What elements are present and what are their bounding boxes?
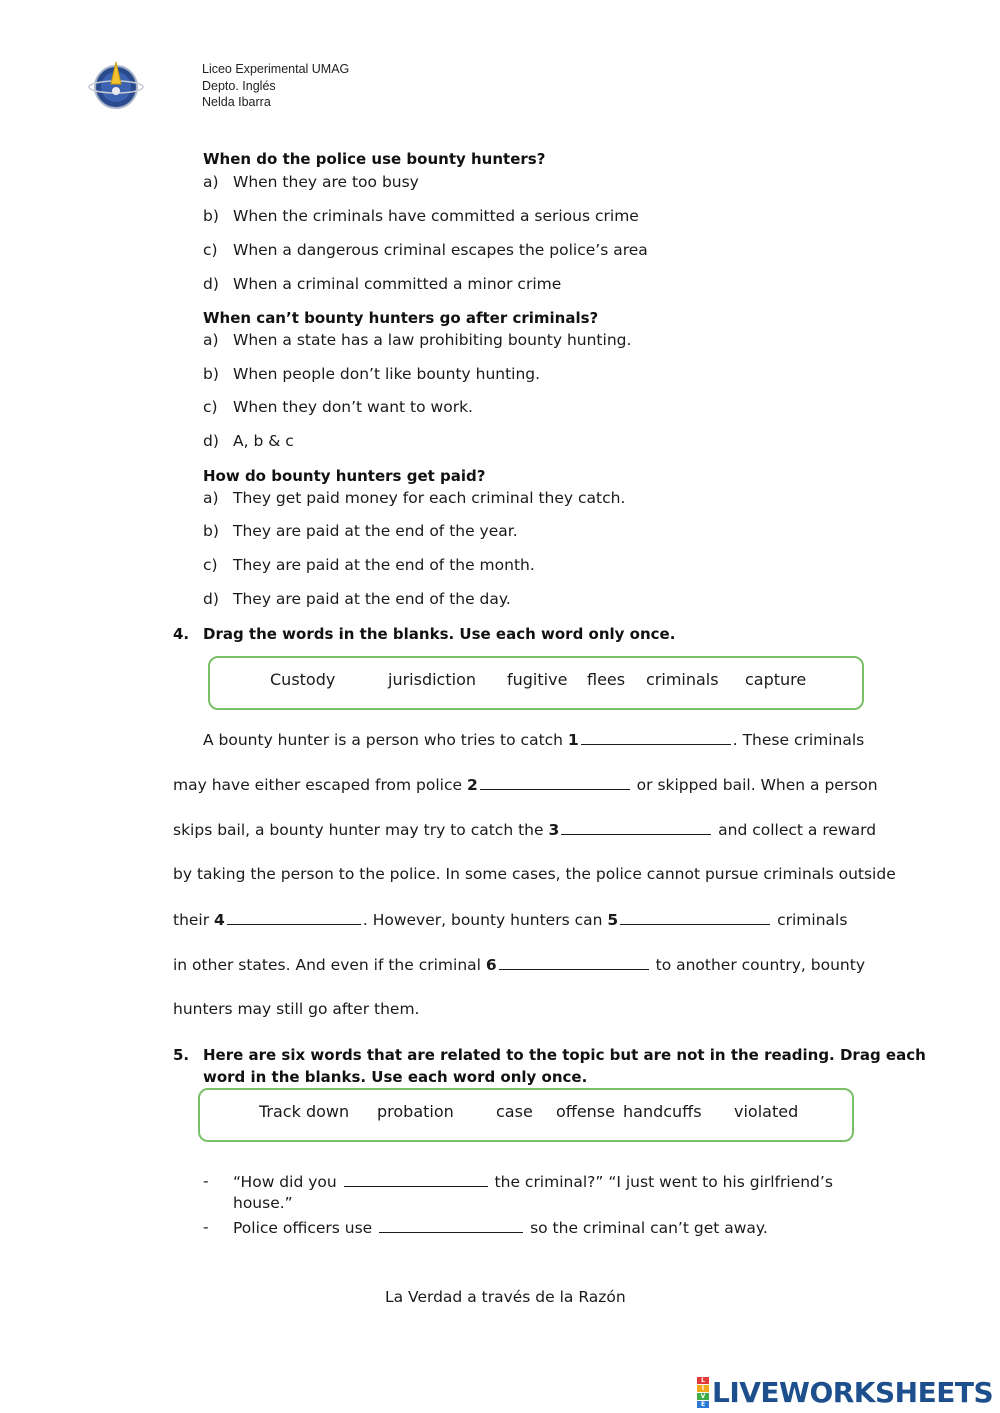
paragraph-line: by taking the person to the police. In some cases, the police cannot pursue criminals outside xyxy=(173,865,896,883)
question-3-option-a[interactable] xyxy=(203,489,625,507)
option-text: When a dangerous criminal escapes the police’s area xyxy=(233,241,648,259)
blank-number: 6 xyxy=(485,956,497,974)
paragraph-line xyxy=(173,775,878,794)
draggable-word[interactable]: handcuffs xyxy=(623,1102,702,1121)
text: and collect a reward xyxy=(713,821,877,839)
blank-2-input[interactable] xyxy=(480,775,630,790)
option-letter: a) xyxy=(203,489,219,507)
text: their xyxy=(173,911,215,929)
text: skips bail, a bounty hunter may try to catch the xyxy=(173,821,549,839)
option-letter: c) xyxy=(203,398,218,416)
logo-letter: I xyxy=(697,1385,709,1392)
blank-input[interactable] xyxy=(344,1172,488,1187)
question-1-option-a[interactable] xyxy=(203,173,419,191)
text: . These criminals xyxy=(732,731,865,749)
option-text: When a state has a law prohibiting bounty hunting. xyxy=(233,331,632,349)
blank-number: 4 xyxy=(214,911,225,929)
paragraph-line xyxy=(173,910,847,929)
logo-letter: E xyxy=(697,1401,709,1408)
question-2-title: When can’t bounty hunters go after criminals? xyxy=(203,309,599,327)
blank-6-input[interactable] xyxy=(499,955,649,970)
question-3-option-d[interactable] xyxy=(203,590,511,608)
text: “How did you xyxy=(233,1173,342,1191)
text: the criminal?” “I just went to his girlfriend’s xyxy=(489,1173,833,1191)
option-text: When they don’t want to work. xyxy=(233,398,473,416)
draggable-word[interactable]: flees xyxy=(587,670,626,689)
section-number: 5. xyxy=(173,1046,190,1064)
text: house.” xyxy=(233,1194,293,1212)
exercise-item-1 xyxy=(203,1172,843,1212)
blank-1-input[interactable] xyxy=(581,730,731,745)
blank-4-input[interactable] xyxy=(227,910,361,925)
logo-letter: V xyxy=(697,1393,709,1400)
school-logo xyxy=(88,58,144,114)
text: may have either escaped from police xyxy=(173,776,467,794)
text: so the criminal can’t get away. xyxy=(525,1219,768,1237)
option-letter: d) xyxy=(203,275,219,293)
text: or skipped bail. When a person xyxy=(631,776,878,794)
section-number: 4. xyxy=(173,625,190,643)
exercise-item-2 xyxy=(203,1218,843,1237)
word-bank-5 xyxy=(198,1088,854,1142)
option-text: They are paid at the end of the year. xyxy=(233,522,518,540)
logo-mini-grid xyxy=(697,1377,709,1408)
draggable-word[interactable]: jurisdiction xyxy=(388,670,476,689)
section-5-heading xyxy=(173,1046,926,1086)
draggable-word[interactable]: Custody xyxy=(270,670,336,689)
logo-text: LIVEWORKSHEETS xyxy=(712,1375,994,1409)
option-letter: d) xyxy=(203,590,219,608)
option-letter: a) xyxy=(203,173,219,191)
option-letter: b) xyxy=(203,207,219,225)
blank-number: 3 xyxy=(548,821,560,839)
draggable-word[interactable]: probation xyxy=(377,1102,454,1121)
option-letter: d) xyxy=(203,432,219,450)
draggable-word[interactable]: case xyxy=(496,1102,533,1121)
option-text: They are paid at the end of the month. xyxy=(233,556,535,574)
option-text: They are paid at the end of the day. xyxy=(233,590,511,608)
question-3-option-c[interactable] xyxy=(203,556,535,574)
paragraph-line xyxy=(173,820,876,839)
logo-letter: L xyxy=(697,1377,709,1384)
text: Police officers use xyxy=(233,1219,378,1237)
draggable-word[interactable]: capture xyxy=(745,670,807,689)
text: to another country, bounty xyxy=(650,956,865,974)
text: A bounty hunter is a person who tries to catch xyxy=(203,731,568,749)
question-2-option-a[interactable] xyxy=(203,331,631,349)
option-text: When people don’t like bounty hunting. xyxy=(233,365,541,383)
paragraph-line: hunters may still go after them. xyxy=(173,1000,420,1018)
bullet-dash: - xyxy=(203,1172,209,1190)
question-1-title: When do the police use bounty hunters? xyxy=(203,150,546,168)
question-1-option-b[interactable] xyxy=(203,207,639,225)
text: . However, bounty hunters can xyxy=(362,911,608,929)
option-letter: c) xyxy=(203,556,218,574)
blank-number: 1 xyxy=(567,731,579,749)
option-text: When a criminal committed a minor crime xyxy=(233,275,562,293)
option-letter: b) xyxy=(203,365,219,383)
option-text: When the criminals have committed a serious crime xyxy=(233,207,639,225)
option-text: When they are too busy xyxy=(233,173,419,191)
draggable-word[interactable]: offense xyxy=(556,1102,615,1121)
word-bank-4 xyxy=(208,656,864,710)
liveworksheets-logo xyxy=(697,1375,993,1409)
option-letter: b) xyxy=(203,522,219,540)
section-instruction: Drag the words in the blanks. Use each word only once. xyxy=(203,625,676,643)
question-3-title: How do bounty hunters get paid? xyxy=(203,467,486,485)
option-text: A, b & c xyxy=(233,432,294,450)
blank-number: 2 xyxy=(466,776,478,794)
draggable-word[interactable]: criminals xyxy=(646,670,719,689)
question-1-option-c[interactable] xyxy=(203,241,648,259)
footer-motto: La Verdad a través de la Razón xyxy=(385,1288,626,1306)
option-letter: c) xyxy=(203,241,218,259)
bullet-dash: - xyxy=(203,1218,209,1236)
section-instruction: Here are six words that are related to the topic but are not in the reading. Drag each xyxy=(203,1046,926,1064)
text: criminals xyxy=(772,911,848,929)
blank-3-input[interactable] xyxy=(561,820,711,835)
school-header xyxy=(202,61,349,111)
draggable-word[interactable]: violated xyxy=(734,1102,799,1121)
school-name: Liceo Experimental UMAG xyxy=(202,62,350,76)
section-instruction: word in the blanks. Use each word only once. xyxy=(203,1068,588,1086)
blank-input[interactable] xyxy=(379,1218,523,1233)
question-2-option-d[interactable] xyxy=(203,432,294,450)
blank-5-input[interactable] xyxy=(620,910,770,925)
option-letter: a) xyxy=(203,331,219,349)
paragraph-line xyxy=(173,955,865,974)
draggable-word[interactable]: fugitive xyxy=(507,670,568,689)
question-2-option-b[interactable] xyxy=(203,365,540,383)
section-4-heading xyxy=(173,625,675,643)
question-3-option-b[interactable] xyxy=(203,522,518,540)
blank-number: 5 xyxy=(607,911,619,929)
draggable-word[interactable]: Track down xyxy=(259,1102,350,1121)
option-text: They get paid money for each criminal they catch. xyxy=(233,489,626,507)
department: Depto. Inglés xyxy=(202,78,276,93)
paragraph-line xyxy=(203,730,864,749)
text: in other states. And even if the criminal xyxy=(173,956,486,974)
question-1-option-d[interactable] xyxy=(203,275,561,293)
teacher-name: Nelda Ibarra xyxy=(202,95,271,109)
question-2-option-c[interactable] xyxy=(203,398,473,416)
